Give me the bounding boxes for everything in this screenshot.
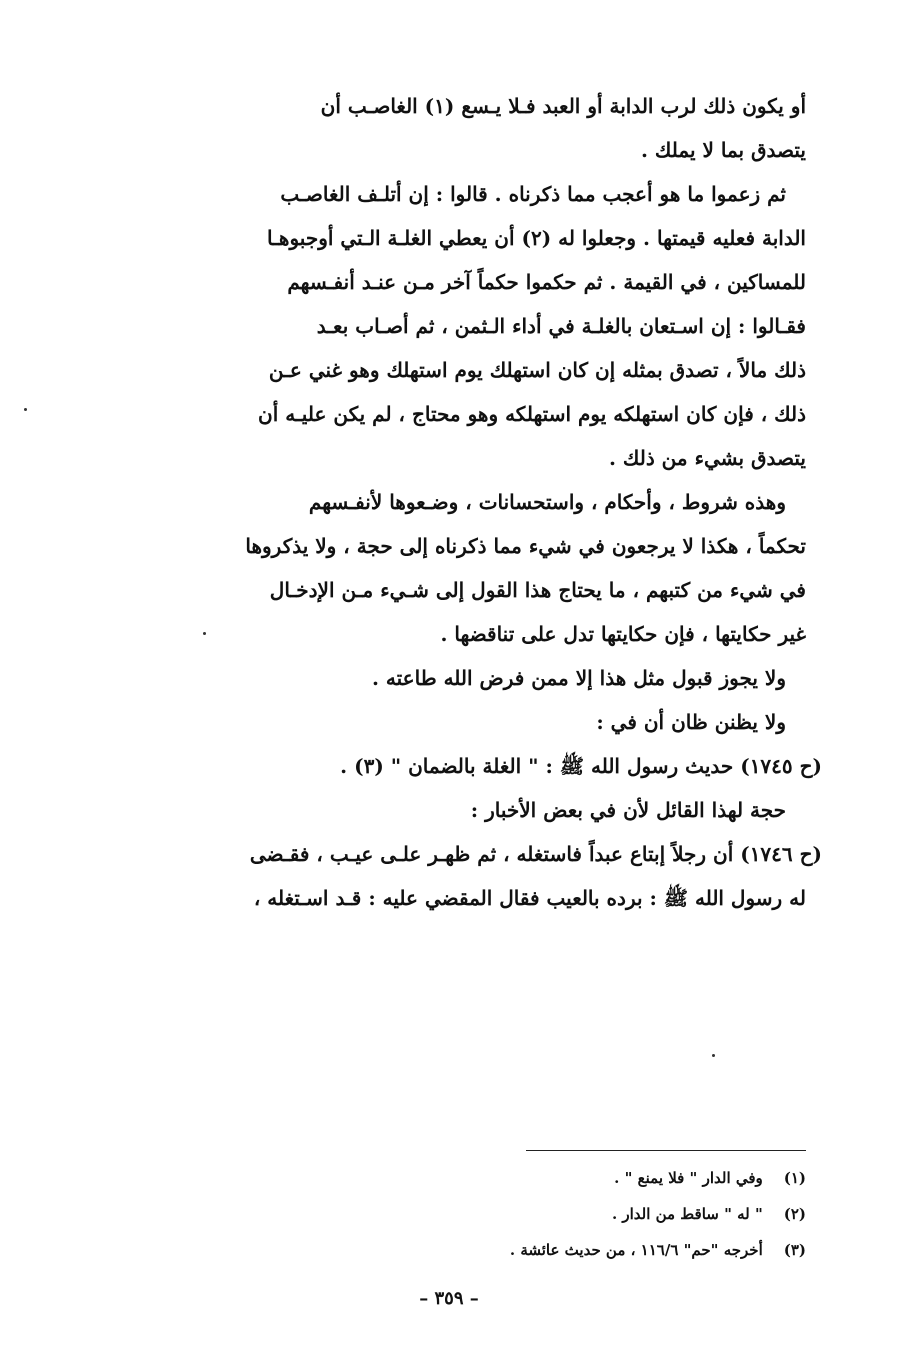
hadith-line: (ح ١٧٤٦) أن رجلاً إبتاع عبداً فاستغله ، ثم ظهـر علـى عيـب ، فقـضى [249,842,822,866]
text-line: يتصدق بشيء من ذلك . [608,446,806,470]
text-line: ولا يظنن ظان أن في : [596,710,786,734]
text-line: فقـالوا : إن اسـتعان بالغلـة في أداء الـثمن ، ثم أصـاب بعـد [316,314,806,338]
text-line: الدابة فعليه قيمتها . وجعلوا له (٢) أن يعطي الغلـة الـتي أوجبوهـا [266,226,806,250]
text-line: يتصدق بما لا يملك . [640,138,806,162]
main-text [90,84,822,920]
footnote [90,1232,806,1268]
text-line: وهذه شروط ، وأحكام ، واستحسانات ، وضـعوها لأنفـسهم [308,490,786,514]
footnote-number: (١) [783,1169,806,1187]
text-line: أو يكون ذلك لرب الدابة أو العبد فـلا يـسع (١) الغاصـب أن [320,94,806,118]
footnote [90,1196,806,1232]
text-line: ذلك مالاً ، تصدق بمثله إن كان استهلك يوم استهلك وهو غني عـن [268,358,806,382]
footnotes [90,1160,806,1268]
scan-speck [203,632,206,635]
page-number: – ٣٥٩ – [419,1288,479,1309]
footnote-number: (٣) [783,1241,806,1259]
footnote-text: وفي الدار " فلا يمنع " . [614,1169,763,1187]
footnote-text: أخرجه "حم" ١١٦/٦ ، من حديث عائشة . [509,1241,763,1259]
text-line: غير حكايتها ، فإن حكايتها تدل على تناقضها . [440,622,806,646]
text-line: حجة لهذا القائل لأن في بعض الأخبار : [470,798,786,822]
scan-speck [712,1054,715,1057]
footnote [90,1160,806,1196]
text-line: للمساكين ، في القيمة . ثم حكموا حكماً آخر مـن عنـد أنفـسهم [287,270,806,294]
footnote-divider [526,1150,806,1151]
footnote-text: " له " ساقط من الدار . [611,1205,763,1223]
text-line: تحكماً ، هكذا لا يرجعون في شيء مما ذكرناه إلى حجة ، ولا يذكروها [245,534,806,558]
hadith-line: (ح ١٧٤٥) حديث رسول الله ﷺ : " الغلة بالضمان " (٣) . [340,754,822,778]
text-line: له رسول الله ﷺ : برده بالعيب فقال المقضي عليه : قـد اسـتغله ، [253,886,806,910]
text-line: ولا يجوز قبول مثل هذا إلا ممن فرض الله طاعته . [371,666,786,690]
scan-speck [24,408,27,411]
text-line: ثم زعموا ما هو أعجب مما ذكرناه . قالوا : إن أتلـف الغاصـب [280,182,786,206]
text-line: في شيء من كتبهم ، ما يحتاج هذا القول إلى شـيء مـن الإدخـال [269,578,806,602]
text-line: ذلك ، فإن كان استهلكه يوم استهلكه وهو محتاج ، لم يكن عليـه أن [258,402,806,426]
footnote-number: (٢) [783,1205,806,1223]
